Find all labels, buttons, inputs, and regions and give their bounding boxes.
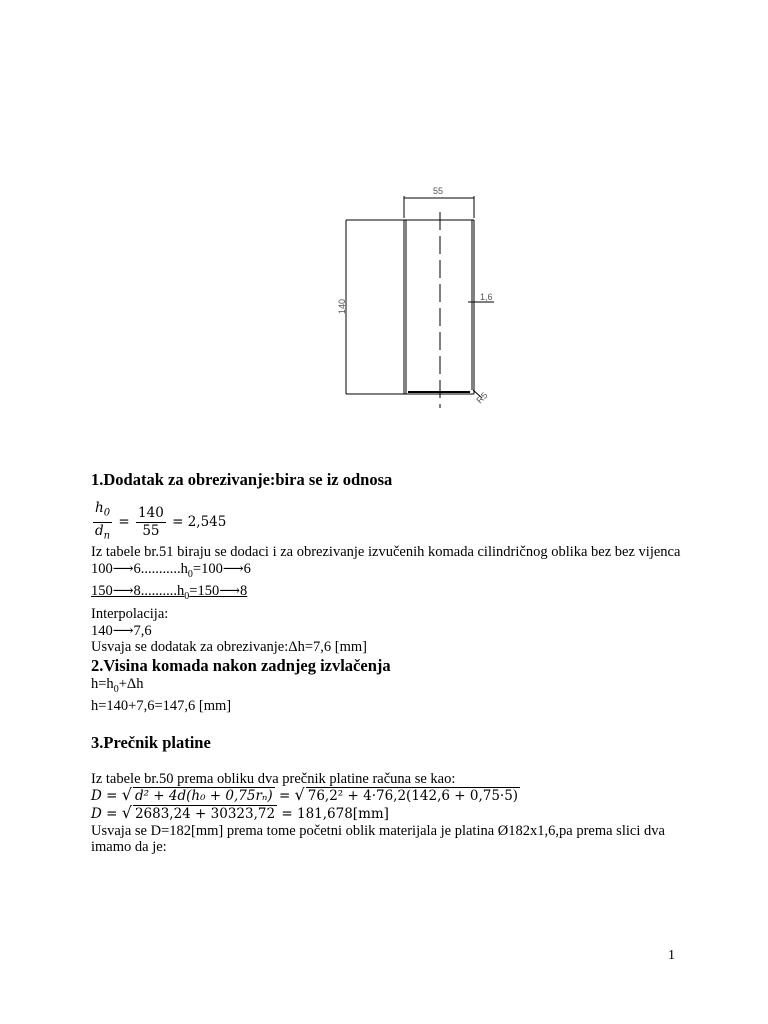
blank-conclusion: Usvaja se D=182[mm] prema tome početni oblik materijala je platina Ø182x1,6,pa prema slici dva imamo da je:	[91, 822, 665, 856]
height-formula: $h=h_0+\Delta h$	[91, 675, 144, 695]
document-body	[91, 470, 691, 856]
table-row-150: $150⟶8..........h_0=150⟶8$	[91, 583, 248, 603]
height-result: h=140+7,6=147,6 [mm]	[91, 698, 232, 715]
dim-height-label: 140	[337, 298, 347, 314]
dim-width-label: 55	[433, 186, 444, 196]
technical-drawing	[330, 182, 510, 412]
diameter-formula: D = √ d² + 4d(h₀ + 0,75rₙ) = √ 76,2² + 4·76,2(142,6 + 0,75·5)	[91, 785, 519, 805]
section2-heading: 2.Visina komada nakon zadnjeg izvlačenja	[91, 655, 391, 675]
interpolation-label: Interpolacija:	[91, 605, 169, 622]
section3-heading: 3.Prečnik platine	[91, 732, 211, 752]
ratio-equation: $\frac{h_0}{d_n}$ = $\frac{140}{55}$ = 2,545	[95, 500, 227, 542]
section1-heading: 1.Dodatak za obrezivanje:bira se iz odnosa	[91, 470, 393, 489]
interpolation-value: 140⟶7,6	[91, 622, 152, 639]
table51-paragraph: Iz tabele br.51 biraju se dodaci i za obrezivanje izvučenih komada cilindričnog oblika bez bez vijenca	[91, 544, 681, 561]
table50-paragraph: Iz tabele br.50 prema obliku dva prečnik platine računa se kao:	[91, 770, 456, 787]
dim-thickness-label: 1,6	[480, 292, 493, 302]
table-row-100: $100⟶6...........h_0=100⟶6$	[91, 560, 251, 580]
diameter-result-formula: D = √ 2683,24 + 30323,72 = 181,678[mm]	[91, 802, 389, 822]
page-number: 1	[668, 948, 675, 963]
dim-radius-label: R5	[474, 390, 490, 406]
trim-allowance-result: Usvaja se dodatak za obrezivanje:Δh=7,6 [mm]	[91, 639, 367, 656]
